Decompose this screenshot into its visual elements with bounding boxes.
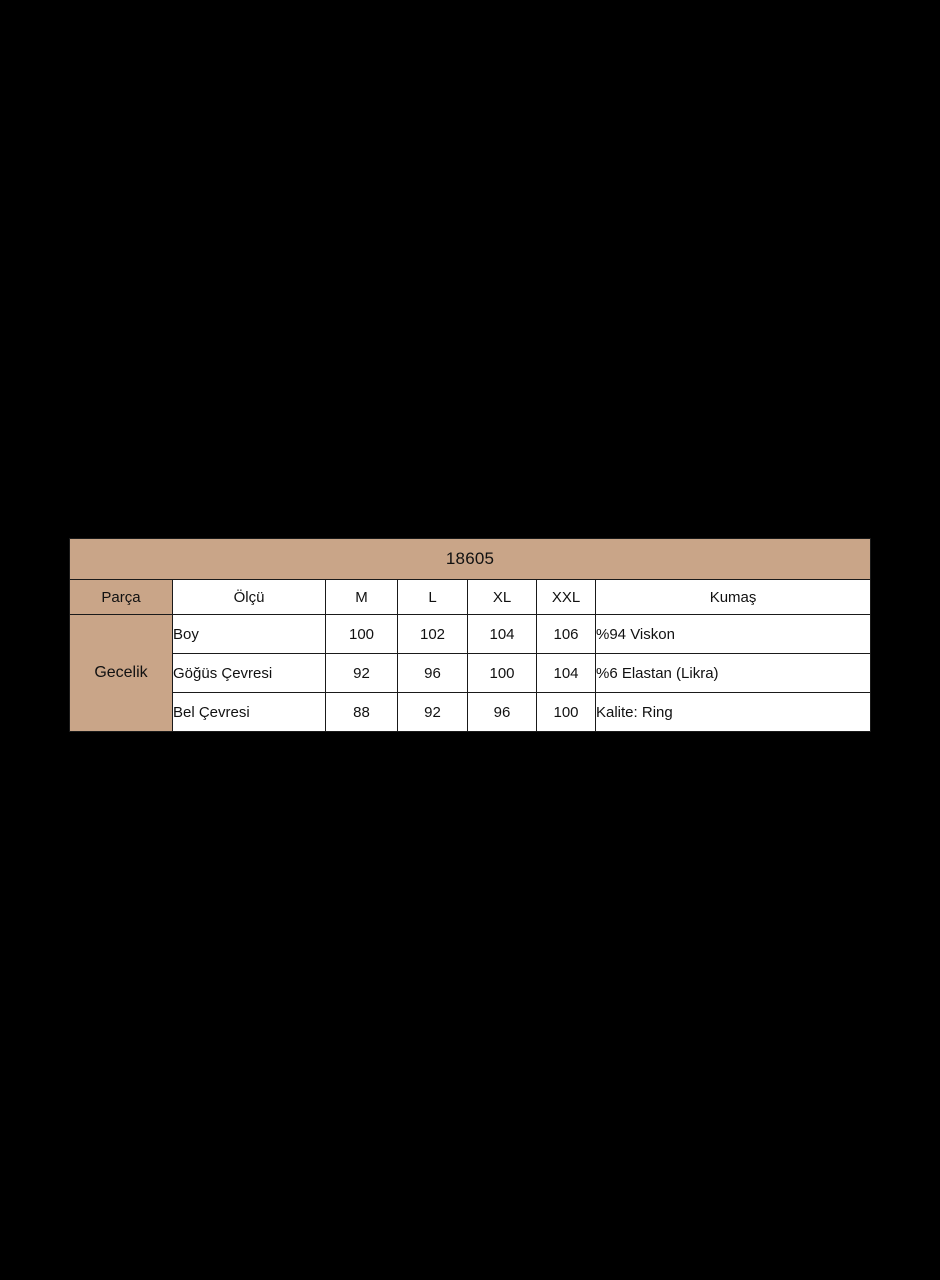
value-l: 92	[398, 693, 468, 732]
measure-name: Bel Çevresi	[173, 693, 326, 732]
value-m: 92	[326, 654, 398, 693]
table-row	[70, 654, 871, 693]
header-size-xxl: XXL	[537, 580, 596, 615]
header-size-m: M	[326, 580, 398, 615]
size-chart	[69, 538, 870, 732]
part-label: Gecelik	[70, 615, 173, 732]
table-title: 18605	[70, 539, 871, 580]
value-xxl: 104	[537, 654, 596, 693]
table-title-row	[70, 539, 871, 580]
value-xxl: 106	[537, 615, 596, 654]
value-l: 96	[398, 654, 468, 693]
fabric-note: %94 Viskon	[596, 615, 871, 654]
value-m: 88	[326, 693, 398, 732]
value-l: 102	[398, 615, 468, 654]
value-xxl: 100	[537, 693, 596, 732]
header-part: Parça	[70, 580, 173, 615]
value-xl: 100	[468, 654, 537, 693]
value-m: 100	[326, 615, 398, 654]
measure-name: Göğüs Çevresi	[173, 654, 326, 693]
table-header-row	[70, 580, 871, 615]
table-row	[70, 615, 871, 654]
value-xl: 96	[468, 693, 537, 732]
measure-name: Boy	[173, 615, 326, 654]
fabric-note: Kalite: Ring	[596, 693, 871, 732]
fabric-note: %6 Elastan (Likra)	[596, 654, 871, 693]
value-xl: 104	[468, 615, 537, 654]
header-size-l: L	[398, 580, 468, 615]
size-table	[69, 538, 871, 732]
table-row	[70, 693, 871, 732]
header-fabric: Kumaş	[596, 580, 871, 615]
header-measure: Ölçü	[173, 580, 326, 615]
header-size-xl: XL	[468, 580, 537, 615]
